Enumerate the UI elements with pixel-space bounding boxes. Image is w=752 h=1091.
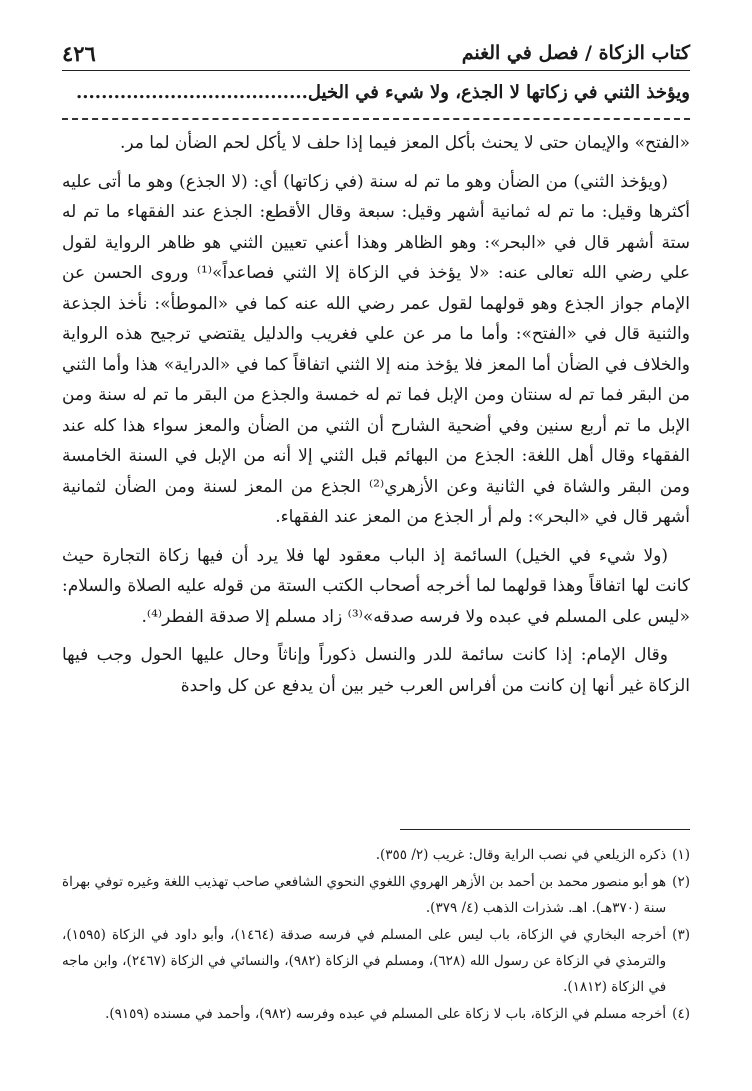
footnote-text: هو أبو منصور محمد بن أحمد بن الأزهر الهروي اللغوي النحوي الشافعي صاحب تهذيب اللغة وغيره توفي بهراة سنة (٣٧٠هـ). اهـ. شذرات الذهب (٤/ ٣٧٩). (62, 874, 667, 916)
paragraph-3: (ولا شيء في الخيل) السائمة إذ الباب معقود لها فلا يرد أن فيها زكاة التجارة حيث كانت لها اتفاقاً وهذا قولهما لما أخرجه أصحاب الكتب الستة من قوله عليه الصلاة والسلام: «ليس على المسلم في عبده ولا فرسه صدقه»⁽³⁾ زاد مسلم إلا صدقة الفطر⁽⁴⁾. (62, 545, 690, 627)
footnote-number: (٢) (672, 874, 690, 890)
footnote-item (62, 922, 690, 1000)
paragraph-2: (ويؤخذ الثني) من الضأن وهو ما تم له سنة (في زكاتها) أي: (لا الجذع) وهو ما أتى عليه أكثرها وقيل: ما تم له ثمانية أشهر وقيل: سبعة وقال الأقطع: الجذع عند الفقهاء ما تم له ستة أشهر قال في «البحر»: وهو الظاهر وهذا أعني تعيين الثني هو ظاهر الرواية لقول علي رضي الله تعالى عنه: «لا يؤخذ في الزكاة إلا الثني فصاعداً»⁽¹⁾ وروى الحسن عن الإمام جواز الجذع وهو قولهما لقول عمر رضي الله عنه كما في «الموطأ»: نأخذ الجذعة والثنية قال في «الفتح»: وأما ما مر عن علي فغريب والدليل يقتضي ترجيح هذه الرواية والخلاف في الضأن أما المعز فلا يؤخذ منه إلا الثني اتفاقاً كما في «الدراية» هذا وأما الثني من البقر فما تم له سنتان ومن الإبل فما تم له خمسة والجذع من البقر ما تم له سنة ومن الإبل ما تم أربع سنين وفي أضحية الشارح أن الثني من الضأن والمعز سواء هذا كله عند الفقهاء وقال أهل اللغة: الجذع من البهائم قبل الثني إلا أنه من الإبل في السنة الخامسة ومن البقر والشاة في الثانية وعن الأزهري⁽²⁾ الجذع من المعز لسنة ومن الضأن لثمانية أشهر قال في «البحر»: ولم أر الجذع من المعز عند الفقهاء. (62, 171, 690, 527)
paragraph-4: وقال الإمام: إذا كانت سائمة للدر والنسل ذكوراً وإناثاً وحال عليها الحول وجب فيها الزكاة غير أنها إن كانت من أفراس العرب خير بين أن يدفع عن كل واحدة (62, 645, 690, 696)
footnote-number: (١) (672, 847, 690, 863)
footnote-text: أخرجه مسلم في الزكاة، باب لا زكاة على المسلم في عبده وفرسه (٩٨٢)، وأحمد في مسنده (٩١٥٩). (105, 1006, 667, 1022)
paragraph-1: «الفتح» والإيمان حتى لا يحنث بأكل المعز فيما إذا حلف لا يأكل لحم الضأن لما مر. (120, 133, 690, 153)
footnote-rule (400, 829, 690, 830)
footnote-item (62, 869, 690, 921)
page-header (62, 36, 690, 71)
running-head: كتاب الزكاة / فصل في الغنم (461, 42, 690, 64)
page-number: ٤٢٦ (62, 40, 96, 66)
commentary-body (62, 128, 690, 709)
footnote-number: (٤) (672, 1006, 690, 1022)
footnote-item (62, 1001, 690, 1027)
footnote-item (62, 842, 690, 868)
footnote-text: أخرجه البخاري في الزكاة، باب ليس على المسلم في فرسه صدقة (١٤٦٤)، وأبو داود في الزكاة (١٥٩٥)، والترمذي في الزكاة عن رسول الله (٦٢٨)، ومسلم في الزكاة (٩٨٢)، والنسائي في الزكاة (٢٤٦٧)، وابن ماجه في الزكاة (١٨١٢). (62, 927, 667, 995)
footnote-number: (٣) (672, 927, 690, 943)
matn-text-line: ويؤخذ الثني في زكاتها لا الجذع، ولا شيء في الخيل..................................... (76, 82, 690, 103)
dashed-divider (62, 118, 690, 120)
footnote-text: ذكره الزيلعي في نصب الراية وقال: غريب (٢/ ٣٥٥). (375, 847, 667, 863)
footnotes (62, 842, 690, 1028)
